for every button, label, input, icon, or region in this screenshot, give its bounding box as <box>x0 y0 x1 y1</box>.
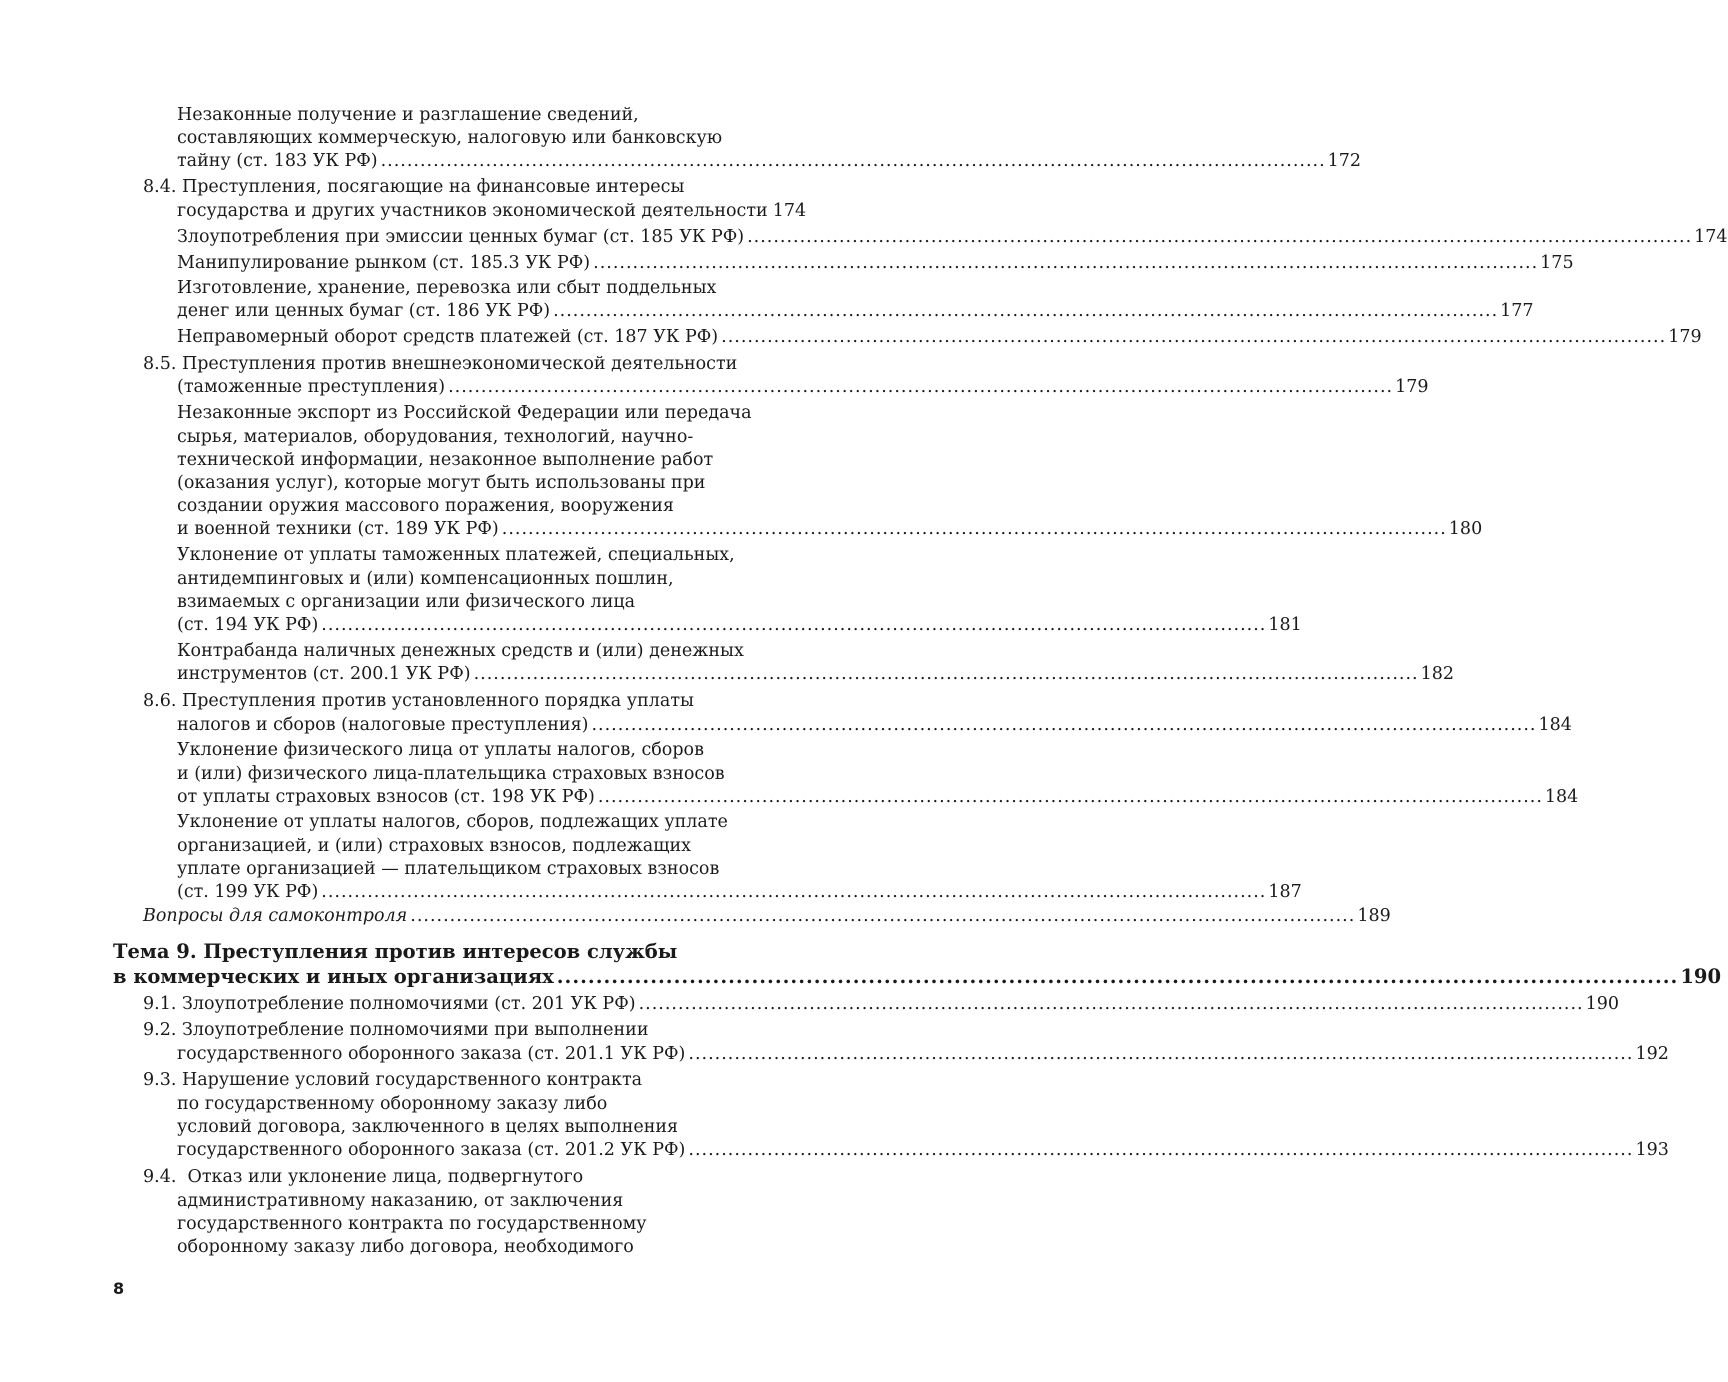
leader-dots: ................................................................................................................................................ <box>321 882 1267 902</box>
toc-entry[interactable]: инструментов (ст. 200.1 УК РФ) ................................................................................................................................................ 182 <box>177 664 1455 684</box>
toc-line: Уклонение от уплаты налогов, сборов, подлежащих уплате <box>177 812 728 832</box>
toc-entry[interactable]: от уплаты страховых взносов (ст. 198 УК РФ) ................................................................................................................................................ 184 <box>177 787 1579 807</box>
leader-dots: ................................................................................................................................................ <box>410 906 1356 926</box>
toc-line: Незаконные экспорт из Российской Федерации или передача <box>177 403 752 423</box>
toc-entry[interactable]: Злоупотребления при эмиссии ценных бумаг (ст. 185 УК РФ) ................................................................................................................................................ 174 <box>177 227 1728 247</box>
page-ref: 187 <box>1268 882 1302 902</box>
toc-line: составляющих коммерческую, налоговую или банковскую <box>177 128 723 148</box>
section-heading: 8.4. Преступления, посягающие на финансовые интересы <box>143 177 685 197</box>
page-ref: 184 <box>1538 715 1572 735</box>
toc-line: условий договора, заключенного в целях выполнения <box>177 1117 679 1137</box>
toc-line: уплате организацией — плательщиком страховых взносов <box>177 859 720 879</box>
leader-dots: ................................................................................................................................................ <box>747 227 1693 247</box>
toc-line: административному наказанию, от заключения <box>177 1191 624 1211</box>
page-ref: 179 <box>1668 327 1702 347</box>
toc-line: Контрабанда наличных денежных средств и (или) денежных <box>177 641 744 661</box>
section-heading: 8.5. Преступления против внешнеэкономической деятельности <box>143 354 738 374</box>
toc-line: антидемпинговых и (или) компенсационных пошлин, <box>177 569 674 589</box>
toc-line: Изготовление, хранение, перевозка или сбыт поддельных <box>177 278 717 298</box>
section-heading: 9.3. Нарушение условий государственного контракта <box>143 1070 643 1090</box>
leader-dots: ................................................................................................................................................ <box>593 253 1539 273</box>
toc-entry[interactable]: и военной техники (ст. 189 УК РФ) ................................................................................................................................................ 180 <box>177 519 1483 539</box>
leader-dots: ................................................................................................................................................ <box>448 377 1394 397</box>
chapter-entry[interactable]: в коммерческих и иных организациях ................................................................................................................................................ 190 <box>113 965 1722 988</box>
toc-line: взимаемых с организации или физического лица <box>177 592 636 612</box>
section-heading: 9.4. Отказ или уклонение лица, подвергнутого <box>143 1167 584 1187</box>
toc-entry-self-check[interactable]: Вопросы для самоконтроля ................................................................................................................................................ 189 <box>143 906 1391 926</box>
toc-entry[interactable]: 9.1. Злоупотребление полномочиями (ст. 201 УК РФ) ................................................................................................................................................ 190 <box>143 994 1620 1014</box>
page-ref: 189 <box>1357 906 1391 926</box>
toc-line: государственного контракта по государственному <box>177 1214 647 1234</box>
leader-dots: ................................................................................................................................................ <box>638 994 1584 1014</box>
page-ref: 174 <box>1694 227 1728 247</box>
leader-dots: ................................................................................................................................................ <box>688 1044 1634 1064</box>
toc-entry[interactable]: налогов и сборов (налоговые преступления) ................................................................................................................................................ 184 <box>177 715 1572 735</box>
page-ref: 180 <box>1448 519 1483 539</box>
leader-dots: ................................................................................................................................................ <box>380 151 1326 171</box>
toc-line: сырья, материалов, оборудования, технологий, научно- <box>177 427 694 447</box>
toc-entry[interactable]: (таможенные преступления) ................................................................................................................................................ 179 <box>177 377 1429 397</box>
page-ref: 177 <box>1500 301 1534 321</box>
toc-entry[interactable]: (ст. 199 УК РФ) ................................................................................................................................................ 187 <box>177 882 1302 902</box>
toc-line: Уклонение от уплаты таможенных платежей, специальных, <box>177 545 735 565</box>
toc-line: Уклонение физического лица от уплаты налогов, сборов <box>177 740 704 760</box>
leader-dots: ................................................................................................................................................ <box>597 787 1543 807</box>
toc-entry[interactable]: государственного оборонного заказа (ст. 201.2 УК РФ) ................................................................................................................................................ 193 <box>177 1140 1669 1160</box>
page-ref: 182 <box>1420 664 1455 684</box>
toc-line: и (или) физического лица-плательщика страховых взносов <box>177 764 725 784</box>
toc-entry[interactable]: Манипулирование рынком (ст. 185.3 УК РФ) ................................................................................................................................................ 175 <box>177 253 1574 273</box>
leader-dots: ................................................................................................................................................ <box>473 664 1419 684</box>
toc-entry[interactable]: тайну (ст. 183 УК РФ) ................................................................................................................................................ 172 <box>177 151 1362 171</box>
page-ref: 190 <box>1585 994 1620 1014</box>
toc-line: Незаконные получение и разглашение сведений, <box>177 105 639 125</box>
toc-line: (оказания услуг), которые могут быть использованы при <box>177 473 706 493</box>
leader-dots: ................................................................................................................................................ <box>501 519 1447 539</box>
page-ref: 190 <box>1680 965 1722 988</box>
page-ref: 175 <box>1540 253 1574 273</box>
leader-dots: ................................................................................................................................................ <box>556 965 1679 988</box>
toc-entry[interactable]: (ст. 194 УК РФ) ................................................................................................................................................ 181 <box>177 615 1302 635</box>
toc-entry[interactable]: денег или ценных бумаг (ст. 186 УК РФ) ................................................................................................................................................ 177 <box>177 301 1534 321</box>
leader-dots: ................................................................................................................................................ <box>321 615 1267 635</box>
toc-line: организацией, и (или) страховых взносов, подлежащих <box>177 836 692 856</box>
toc-entry[interactable]: государства и других участников экономической деятельности 174 <box>177 201 807 221</box>
toc-line: оборонному заказу либо договора, необходимого <box>177 1237 634 1257</box>
page-number: 8 <box>113 1279 125 1298</box>
leader-dots: ................................................................................................................................................ <box>591 715 1537 735</box>
chapter-heading: Тема 9. Преступления против интересов службы <box>113 940 678 963</box>
leader-dots: ................................................................................................................................................ <box>553 301 1499 321</box>
page-ref: 172 <box>1327 151 1362 171</box>
toc-line: технической информации, незаконное выполнение работ <box>177 450 714 470</box>
section-heading: 8.6. Преступления против установленного порядка уплаты <box>143 691 694 711</box>
leader-dots: ................................................................................................................................................ <box>688 1140 1634 1160</box>
page-ref: 192 <box>1635 1044 1669 1064</box>
page-ref: 193 <box>1635 1140 1669 1160</box>
page-ref: 174 <box>772 201 807 221</box>
toc-line: создании оружия массового поражения, вооружения <box>177 496 674 516</box>
section-heading: 9.2. Злоупотребление полномочиями при выполнении <box>143 1020 649 1040</box>
leader-dots: ................................................................................................................................................ <box>721 327 1667 347</box>
toc-line: по государственному оборонному заказу либо <box>177 1094 608 1114</box>
page-ref: 181 <box>1268 615 1302 635</box>
page-ref: 179 <box>1395 377 1429 397</box>
toc-entry[interactable]: Неправомерный оборот средств платежей (ст. 187 УК РФ) ................................................................................................................................................ 179 <box>177 327 1702 347</box>
page-ref: 184 <box>1544 787 1579 807</box>
toc-entry[interactable]: государственного оборонного заказа (ст. 201.1 УК РФ) ................................................................................................................................................ 192 <box>177 1044 1669 1064</box>
